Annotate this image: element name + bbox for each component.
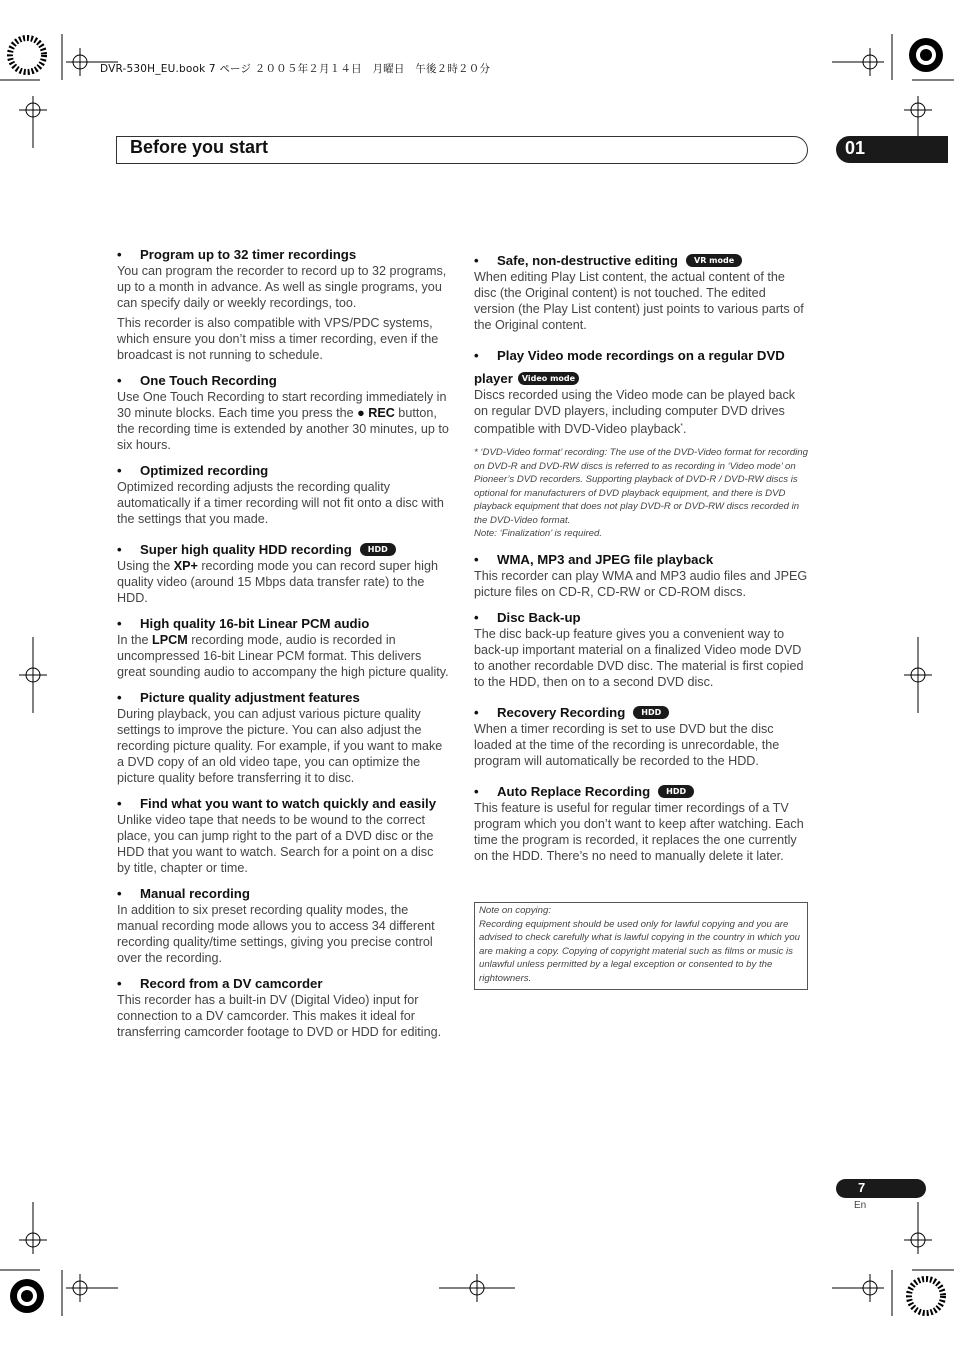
feature-section	[117, 795, 450, 876]
note-title: Note on copying:	[479, 905, 551, 916]
page-number: 7	[858, 1180, 866, 1195]
feature-section	[474, 704, 809, 769]
feature-heading: • High quality 16-bit Linear PCM audio	[117, 616, 370, 631]
language-code: En	[854, 1200, 867, 1211]
feature-section	[117, 885, 450, 966]
feature-body: During playback, you can adjust various picture quality settings to improve the picture. You can also adjust the recording picture quality. For example, if you want to make a DVD copy of an old video tape, you can optimize the picture quality before transferring it to disc.	[117, 707, 443, 785]
left-column	[117, 246, 450, 1049]
feature-section	[474, 252, 809, 333]
bullet-icon: •	[117, 463, 122, 478]
feature-body: Unlike video tape that needs to be wound to the correct place, you can jump right to the part of a DVD disc or the HDD that you want to watch. Search for a point on a disc by title, chapter or time.	[117, 813, 434, 875]
feature-section	[117, 975, 450, 1040]
record-dot-icon: ●	[357, 406, 369, 420]
feature-section	[117, 689, 450, 786]
note-body: Recording equipment should be used only for lawful copying and you are advised to check carefully what is lawful copying in the country in which you are making a copy. Copying of copyright material such as films or music is unlawful unless permitted by a legal exception or consented to by the rightowners.	[479, 918, 801, 984]
feature-body: This recorder has a built-in DV (Digital Video) input for connection to a DV camcorder. This makes it ideal for transferring camcorder footage to DVD or HDD for editing.	[117, 993, 442, 1039]
bullet-icon: •	[117, 886, 122, 901]
chapter-number: 01	[845, 138, 866, 158]
feature-heading: • WMA, MP3 and JPEG file playback	[474, 551, 714, 567]
bullet-icon: •	[117, 690, 122, 705]
print-header: DVR-530H_EU.book 7 ページ ２００５年２月１４日 月曜日 午後２時２０分	[100, 63, 491, 75]
feature-heading: • One Touch Recording	[117, 373, 277, 388]
bullet-icon: •	[117, 796, 122, 811]
feature-heading: • Play Video mode recordings on a regular DVD	[474, 348, 785, 363]
right-column	[474, 252, 809, 873]
bullet-icon: •	[117, 976, 122, 991]
bullet-icon: •	[474, 253, 479, 268]
feature-body: Optimized recording adjusts the recording quality automatically if a timer recording will not fit onto a disc with the settings that you made.	[117, 480, 444, 526]
bullet-icon: •	[474, 348, 479, 363]
feature-body: You can program the recorder to record up to 32 programs, up to a month in advance. As well as single programs, you can specify daily or weekly recordings, too.	[117, 264, 447, 310]
feature-heading: • Auto Replace Recording HDD	[474, 783, 809, 800]
bullet-icon: •	[474, 704, 479, 720]
feature-body: This feature is useful for regular timer recordings of a TV program which you don’t want to keep after watching. Each time the program is recorded, it replaces the one currently on the HDD. There’s no need to manually delete it later.	[474, 800, 804, 863]
feature-section	[117, 372, 450, 453]
feature-section	[474, 609, 809, 690]
feature-heading: • Optimized recording	[117, 463, 269, 478]
feature-section	[117, 541, 450, 606]
feature-body: This recorder is also compatible with VPS/PDC systems, which ensure you don’t miss a timer recording, even if the broadcast is not running to schedule.	[117, 316, 439, 362]
feature-section	[117, 462, 450, 527]
feature-body: When a timer recording is set to use DVD but the disc loaded at the time of the recording is unrecordable, the program will automatically be recorded to the HDD.	[474, 721, 780, 768]
bullet-icon: •	[117, 373, 122, 388]
feature-heading: • Manual recording	[117, 886, 250, 901]
bullet-icon: •	[474, 783, 479, 799]
feature-heading-continued: player Video mode	[474, 370, 809, 387]
feature-heading: • Recovery Recording HDD	[474, 704, 809, 721]
page-number-tab	[836, 1179, 926, 1198]
feature-body: When editing Play List content, the actual content of the disc (the Original content) is not touched. The edited version (the Play List content) just points to various parts of the Original content.	[474, 270, 804, 332]
feature-body: Use One Touch Recording to start recording immediately in 30 minute blocks. Each time you press the ● REC button, the recording time is extended by another 30 minutes, up to six hours.	[117, 390, 449, 452]
bullet-icon: •	[117, 616, 122, 631]
feature-section	[474, 551, 809, 600]
bullet-icon: •	[117, 542, 122, 557]
feature-heading: • Picture quality adjustment features	[117, 690, 360, 705]
feature-section	[117, 246, 450, 363]
video-mode-badge: Video mode	[518, 372, 579, 385]
feature-heading: • Disc Back-up	[474, 609, 581, 625]
feature-heading: • Find what you want to watch quickly and easily	[117, 796, 437, 811]
feature-body: Discs recorded using the Video mode can be played back on regular DVD players, including computer DVD drives compatible with DVD-Video playback*.	[474, 388, 796, 437]
hdd-badge: HDD	[633, 706, 669, 719]
footnote: * ‘DVD-Video format’ recording: The use of the DVD-Video format for recording on DVD-R and DVD-RW discs is referred to as recording in ‘Video mode’ on Pioneer’s DVD recorders. Supporting playback of DVD-R / DVD-RW discs is optional for manufacturers of DVD playback equipment, and there is DVD playback equipment that does not play DVD-R or DVD-RW discs recorded in the DVD-Video format. Note: ‘Finalization’ is required.	[474, 447, 808, 540]
feature-section	[117, 615, 450, 680]
feature-body: This recorder can play WMA and MP3 audio files and JPEG picture files on CD-R, CD-RW or CD-ROM discs.	[474, 568, 808, 599]
hdd-badge: HDD	[658, 785, 694, 798]
vr-mode-badge: VR mode	[686, 254, 742, 267]
feature-body: Using the XP+ recording mode you can record super high quality video (around 15 Mbps data transfer rate) to the HDD.	[117, 559, 438, 605]
bullet-icon: •	[117, 247, 122, 262]
feature-body: In the LPCM recording mode, audio is recorded in uncompressed 16-bit Linear PCM format. This delivers great sounding audio to accompany the high picture quality.	[117, 633, 449, 679]
copying-note-box	[474, 902, 808, 990]
feature-body: The disc back-up feature gives you a convenient way to back-up important material on a finalized Video mode DVD to another recordable DVD disc. The material is first copied to the HDD, then on to a second DVD disc.	[474, 626, 804, 689]
feature-heading: • Record from a DV camcorder	[117, 976, 323, 991]
feature-heading: • Safe, non-destructive editing VR mode	[474, 252, 809, 269]
bullet-icon: •	[474, 551, 479, 567]
page-title: Before you start	[130, 137, 269, 157]
feature-body: In addition to six preset recording quality modes, the manual recording mode allows you to access 34 different recording quality/time settings, giving you precise control over the recording.	[117, 903, 435, 965]
feature-heading: • Super high quality HDD recording HDD	[117, 541, 450, 558]
feature-section	[474, 347, 809, 437]
bullet-icon: •	[474, 609, 479, 625]
feature-section	[474, 783, 809, 864]
hdd-badge: HDD	[360, 543, 396, 556]
feature-heading: • Program up to 32 timer recordings	[117, 247, 357, 262]
